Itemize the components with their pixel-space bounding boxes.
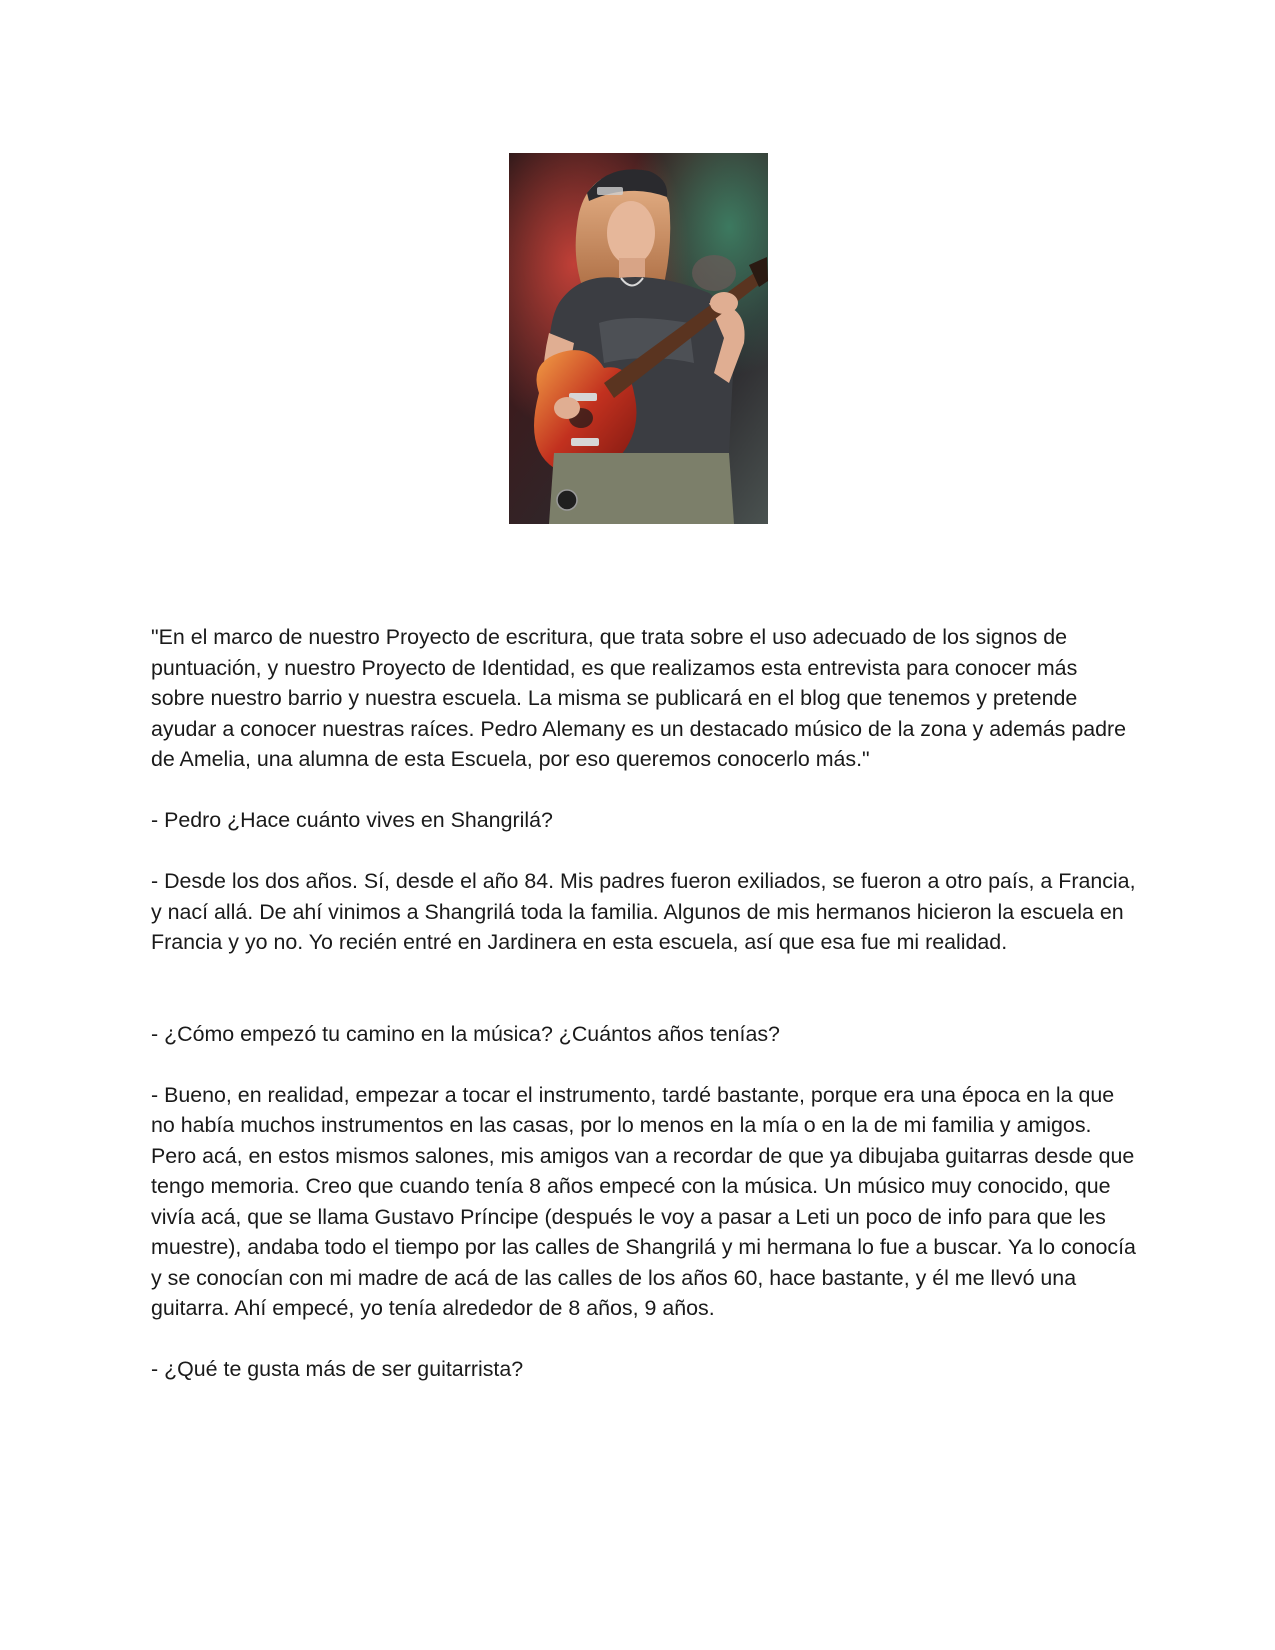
- question-1: - Pedro ¿Hace cuánto vives en Shangrilá?: [151, 808, 553, 832]
- intro-paragraph: "En el marco de nuestro Proyecto de escritura, que trata sobre el uso adecuado de los signos de puntuación, y nuestro Proyecto de Identidad, es que realizamos esta entrevista para conocer más sobre nuestro barrio y nuestra escuela. La misma se publicará en el blog que tenemos y pretende ayudar a conocer nuestras raíces. Pedro Alemany es un destacado músico de la zona y además padre de Amelia, una alumna de esta Escuela, por eso queremos conocerlo más.": [151, 625, 1127, 771]
- article-body: [151, 622, 1136, 1385]
- question-2: - ¿Cómo empezó tu camino en la música? ¿Cuántos años tenías?: [151, 1021, 780, 1046]
- guitarist-photo: [509, 153, 768, 524]
- answer-2: - Bueno, en realidad, empezar a tocar el instrumento, tardé bastante, porque era una época en la que no había muchos instrumentos en las casas, por lo menos en la mía o en la de mi familia y amigos. Pero acá, en estos mismos salones, mis amigos van a recordar de que ya dibujaba guitarras desde que tengo memoria. Creo que cuando tenía 8 años empecé con la música. Un músico muy conocido, que vivía acá, que se llama Gustavo Príncipe (después le voy a pasar a Leti un poco de info para que les muestre), andaba todo el tiempo por las calles de Shangrilá y mi hermana lo fue a buscar. Ya lo conocía y se conocían con mi madre de acá de las calles de los años 60, hace bastante, y él me llevó una guitarra. Ahí empecé, yo tenía alrededor de 8 años, 9 años.: [151, 1082, 1136, 1320]
- question-3: - ¿Qué te gusta más de ser guitarrista?: [151, 1357, 524, 1381]
- answer-1: - Desde los dos años. Sí, desde el año 84. Mis padres fueron exiliados, se fueron a otro país, a Francia, y nací allá. De ahí vinimos a Shangrilá toda la familia. Algunos de mis hermanos hicieron la escuela en Francia y yo no. Yo recién entré en Jardinera en esta escuela, así que esa fue mi realidad.: [151, 869, 1136, 954]
